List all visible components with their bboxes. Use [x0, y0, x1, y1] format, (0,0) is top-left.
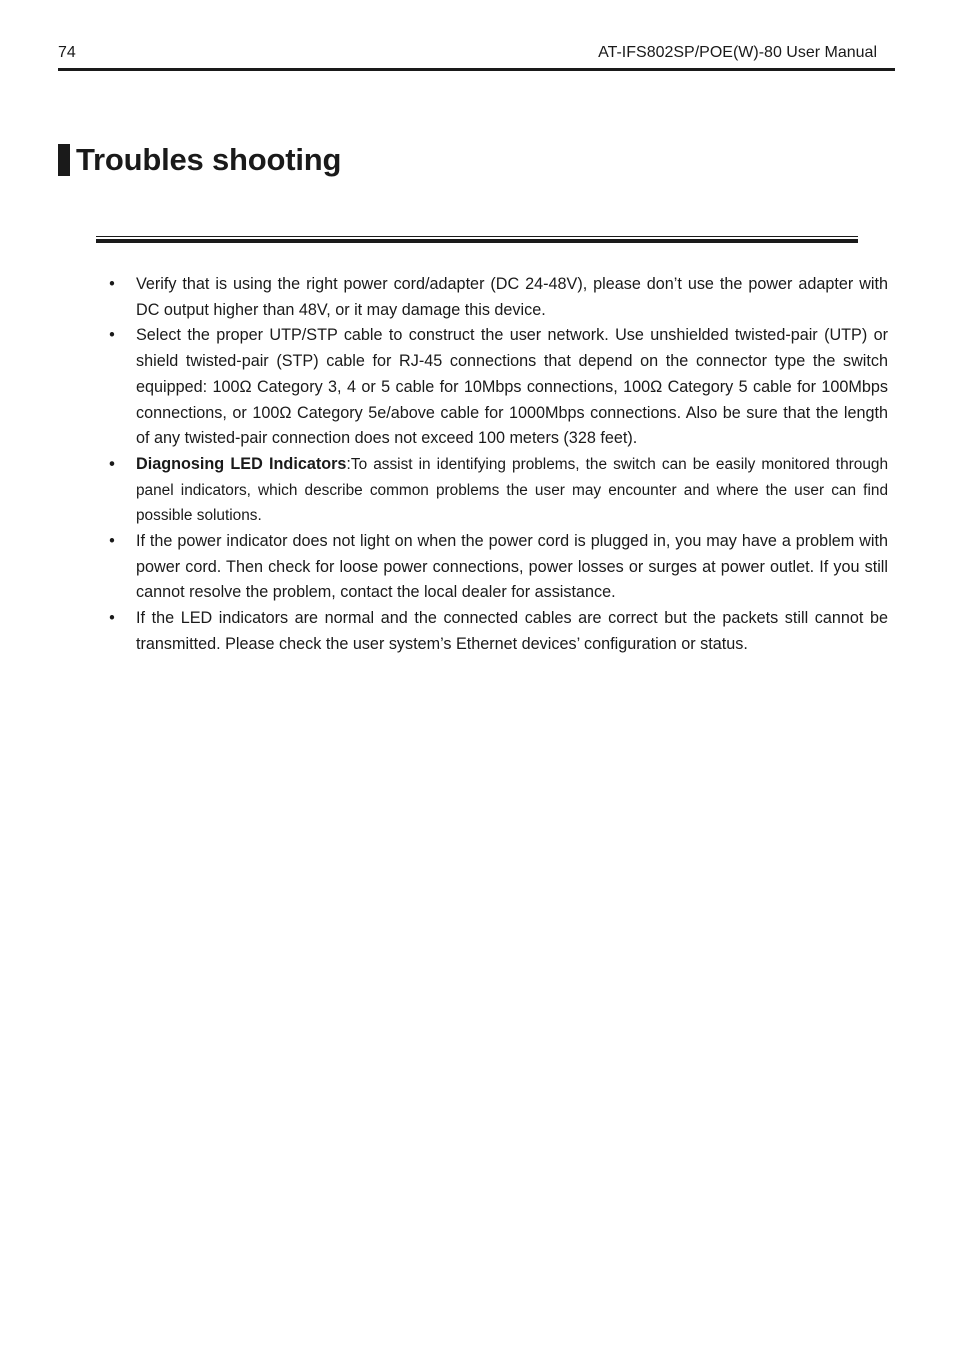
page-number: 74	[58, 44, 76, 61]
list-item	[98, 529, 888, 606]
divider-thin-line	[96, 236, 858, 237]
bullet: •	[109, 454, 115, 473]
list-item-lead-suffix: :	[346, 454, 351, 473]
list-item	[98, 272, 888, 323]
list-item-text: Select the proper UTP/STP cable to construct the user network. Use unshielded twisted-pair (UTP) or shield twisted-pair (STP) cable for RJ-45 connections that depend on the connector type the switch equipped: 100Ω Category 3, 4 or 5 cable for 10Mbps connections, 100Ω Category 5 cable for 100Mbps connections, or 100Ω Category 5e/above cable for 1000Mbps connections. Also be sure that the length of any twisted-pair connection does not exceed 100 meters (328 feet).	[136, 326, 888, 448]
section-heading	[58, 140, 341, 180]
section-title: Troubles shooting	[76, 142, 342, 177]
list-item	[98, 606, 888, 657]
bullet: •	[109, 609, 115, 628]
page-header	[58, 42, 895, 71]
list-item	[98, 323, 888, 452]
list-item	[98, 452, 888, 529]
bullet: •	[109, 326, 115, 345]
heading-marker-bar	[58, 144, 70, 176]
troubleshooting-list	[98, 272, 888, 658]
list-item-text: If the power indicator does not light on when the power cord is plugged in, you may have a problem with power cord. Then check for loose power connections, power losses or surges at power outlet. If you still cannot resolve the problem, contact the local dealer for assistance.	[136, 532, 888, 602]
list-item-lead: Diagnosing LED Indicators	[136, 454, 347, 473]
bullet: •	[109, 275, 115, 293]
manual-title: AT-IFS802SP/POE(W)-80 User Manual	[598, 44, 877, 61]
bullet: •	[109, 532, 115, 551]
divider-thick-line	[96, 239, 858, 243]
list-item-text: Verify that is using the right power cord/adapter (DC 24-48V), please don’t use the power adapter with DC output higher than 48V, or it may damage this device.	[136, 275, 888, 319]
list-item-text: To assist in identifying problems, the switch can be easily monitored through panel indicators, which describe common problems the user may encounter and where the user can find possible solutions.	[136, 455, 889, 525]
list-item-text: If the LED indicators are normal and the connected cables are correct but the packets still cannot be transmitted. Please check the user system’s Ethernet devices’ configuration or status.	[136, 609, 888, 653]
section-divider	[96, 236, 858, 244]
